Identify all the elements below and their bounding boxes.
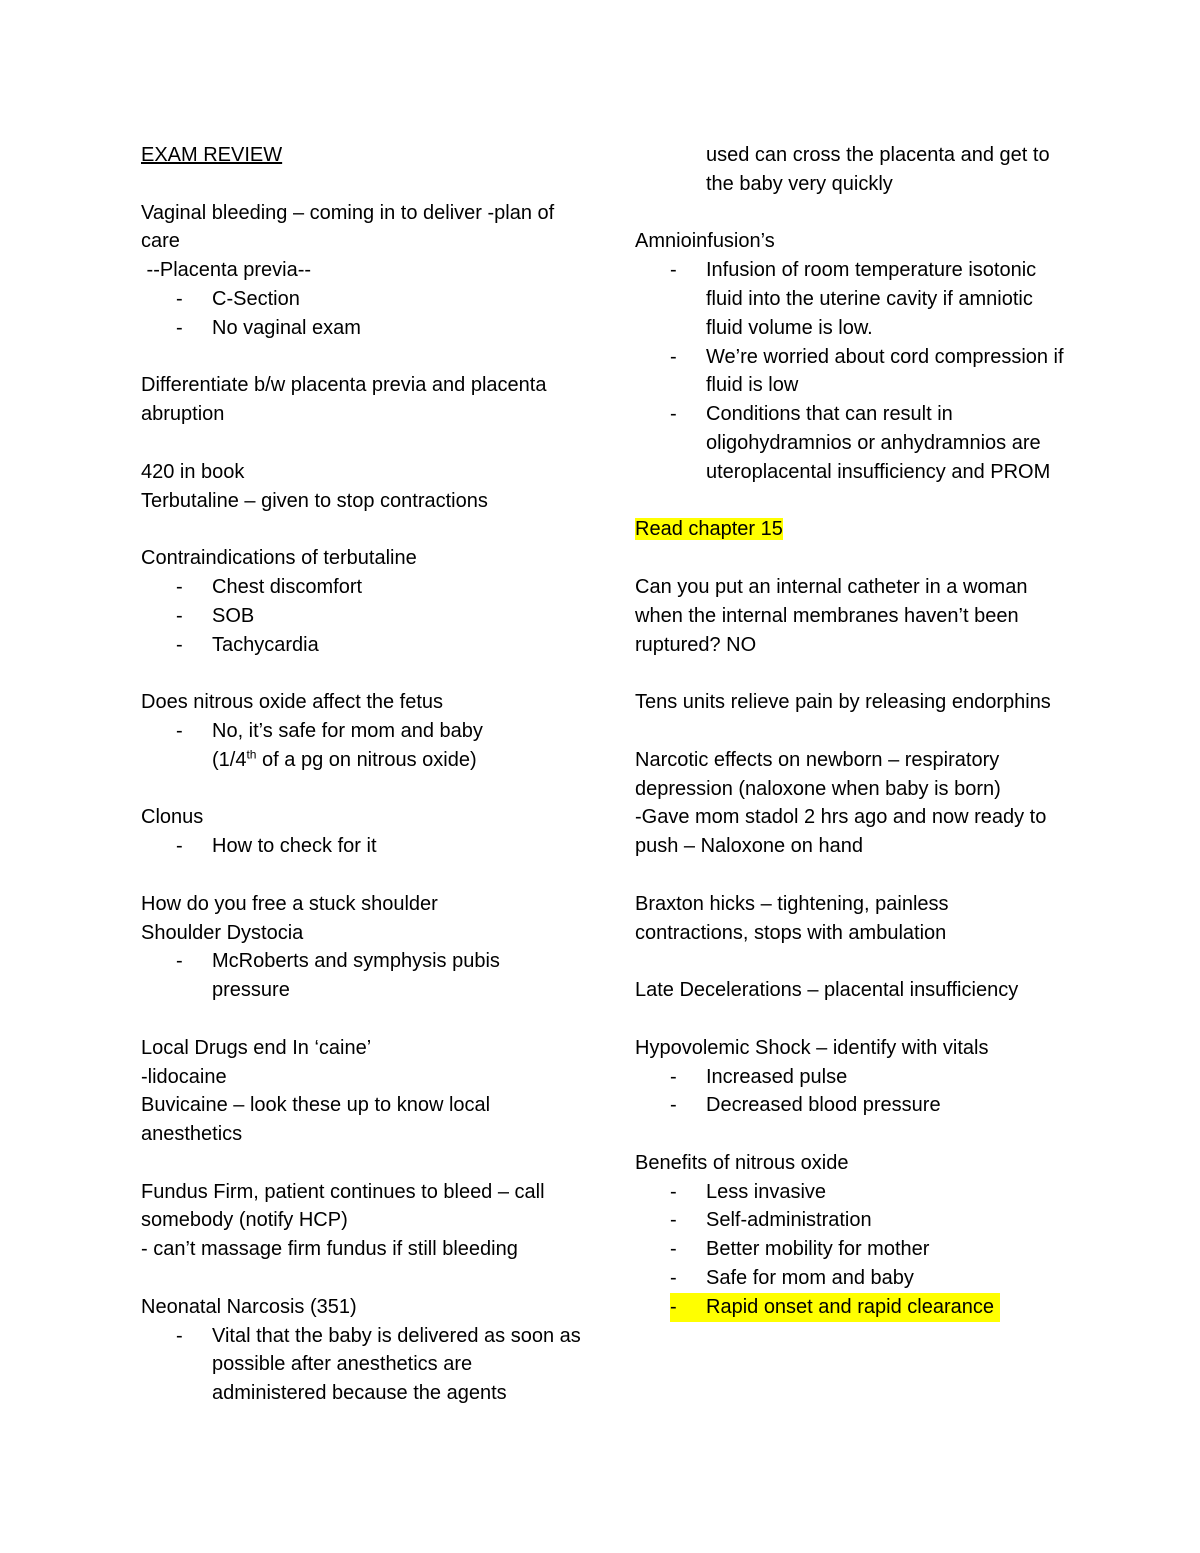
late-decelerations-note: Late Decelerations – placental insufficiency: [635, 979, 1019, 1002]
amnioinfusion-heading: Amnioinfusion’s: [635, 230, 775, 253]
bullet-item: - Increased pulse: [670, 1065, 848, 1088]
lidocaine-note: -lidocaine: [141, 1065, 227, 1088]
massage-fundus-note: - can’t massage firm fundus if still bleeding: [141, 1238, 518, 1261]
bullet-item: - Less invasive: [670, 1180, 827, 1203]
hypovolemic-shock-heading: Hypovolemic Shock – identify with vitals: [635, 1036, 989, 1059]
bullet-item: - Decreased blood pressure: [670, 1094, 941, 1117]
left-column: [141, 141, 581, 1408]
bullet-item: - How to check for it: [176, 835, 377, 858]
bullet-item: - No vaginal exam: [176, 316, 361, 339]
highlighted-text: Read chapter 15: [635, 518, 783, 541]
book-page-ref: 420 in book: [141, 460, 245, 483]
right-column: [635, 141, 1065, 1322]
stuck-shoulder-heading: How do you free a stuck shoulder: [141, 892, 438, 915]
internal-catheter-note: Can you put an internal catheter in a woman when the internal membranes haven’t been ruptured? NO: [635, 575, 1028, 656]
braxton-hicks-note: Braxton hicks – tightening, painless contractions, stops with ambulation: [635, 892, 949, 944]
narcotic-effects-note: Narcotic effects on newborn – respiratory depression (naloxone when baby is born): [635, 748, 1001, 800]
bullet-item: - Vital that the baby is delivered as soon as possible after anesthetics are administered because the agents: [176, 1324, 581, 1405]
vaginal-bleeding-note: Vaginal bleeding – coming in to deliver -plan of care: [141, 201, 555, 253]
contraindications-heading: Contraindications of terbutaline: [141, 547, 417, 570]
differentiate-note: Differentiate b/w placenta previa and placenta abruption: [141, 374, 547, 426]
bullet-item: - Better mobility for mother: [670, 1238, 930, 1261]
tens-units-note: Tens units relieve pain by releasing endorphins: [635, 691, 1051, 714]
page-title: EXAM REVIEW: [141, 144, 283, 166]
bullet-item: - We’re worried about cord compression if fluid is low: [670, 345, 1064, 397]
bullet-item: - Self-administration: [670, 1209, 872, 1232]
stadol-note: -Gave mom stadol 2 hrs ago and now ready to push – Naloxone on hand: [635, 806, 1047, 858]
nitrous-benefits-heading: Benefits of nitrous oxide: [635, 1151, 849, 1174]
bullet-item: - Conditions that can result in oligohydramnios or anhydramnios are uteroplacental insufficiency and PROM: [670, 403, 1051, 483]
bullet-item: - Safe for mom and baby: [670, 1267, 914, 1290]
fundus-firm-note: Fundus Firm, patient continues to bleed – call somebody (notify HCP): [141, 1180, 545, 1232]
bullet-item: - SOB: [176, 604, 255, 627]
clonus-heading: Clonus: [141, 806, 204, 829]
bullet-item: - McRoberts and symphysis pubis pressure: [176, 950, 500, 1002]
bullet-item: - Chest discomfort: [176, 575, 363, 598]
shoulder-dystocia-label: Shoulder Dystocia: [141, 921, 304, 944]
highlighted-bullet-item: - Rapid onset and rapid clearance: [635, 1293, 1065, 1322]
bullet-item: - Tachycardia: [176, 633, 319, 656]
terbutaline-note: Terbutaline – given to stop contractions: [141, 489, 488, 512]
bullet-item: - No, it’s safe for mom and baby (1/4th of a pg on nitrous oxide): [176, 719, 483, 771]
continued-bullet: used can cross the placenta and get to the baby very quickly: [706, 144, 1050, 195]
nitrous-fetus-heading: Does nitrous oxide affect the fetus: [141, 691, 444, 714]
bullet-item: - C-Section: [176, 287, 300, 310]
neonatal-narcosis-heading: Neonatal Narcosis (351): [141, 1295, 357, 1318]
placenta-previa-label: --Placenta previa--: [141, 259, 312, 282]
local-drugs-note: Local Drugs end In ‘caine’: [141, 1036, 372, 1059]
buvicaine-note: Buvicaine – look these up to know local anesthetics: [141, 1094, 491, 1146]
bullet-item: - Infusion of room temperature isotonic fluid into the uterine cavity if amniotic fluid volume is low.: [670, 259, 1037, 339]
read-chapter-note: [635, 515, 1065, 544]
